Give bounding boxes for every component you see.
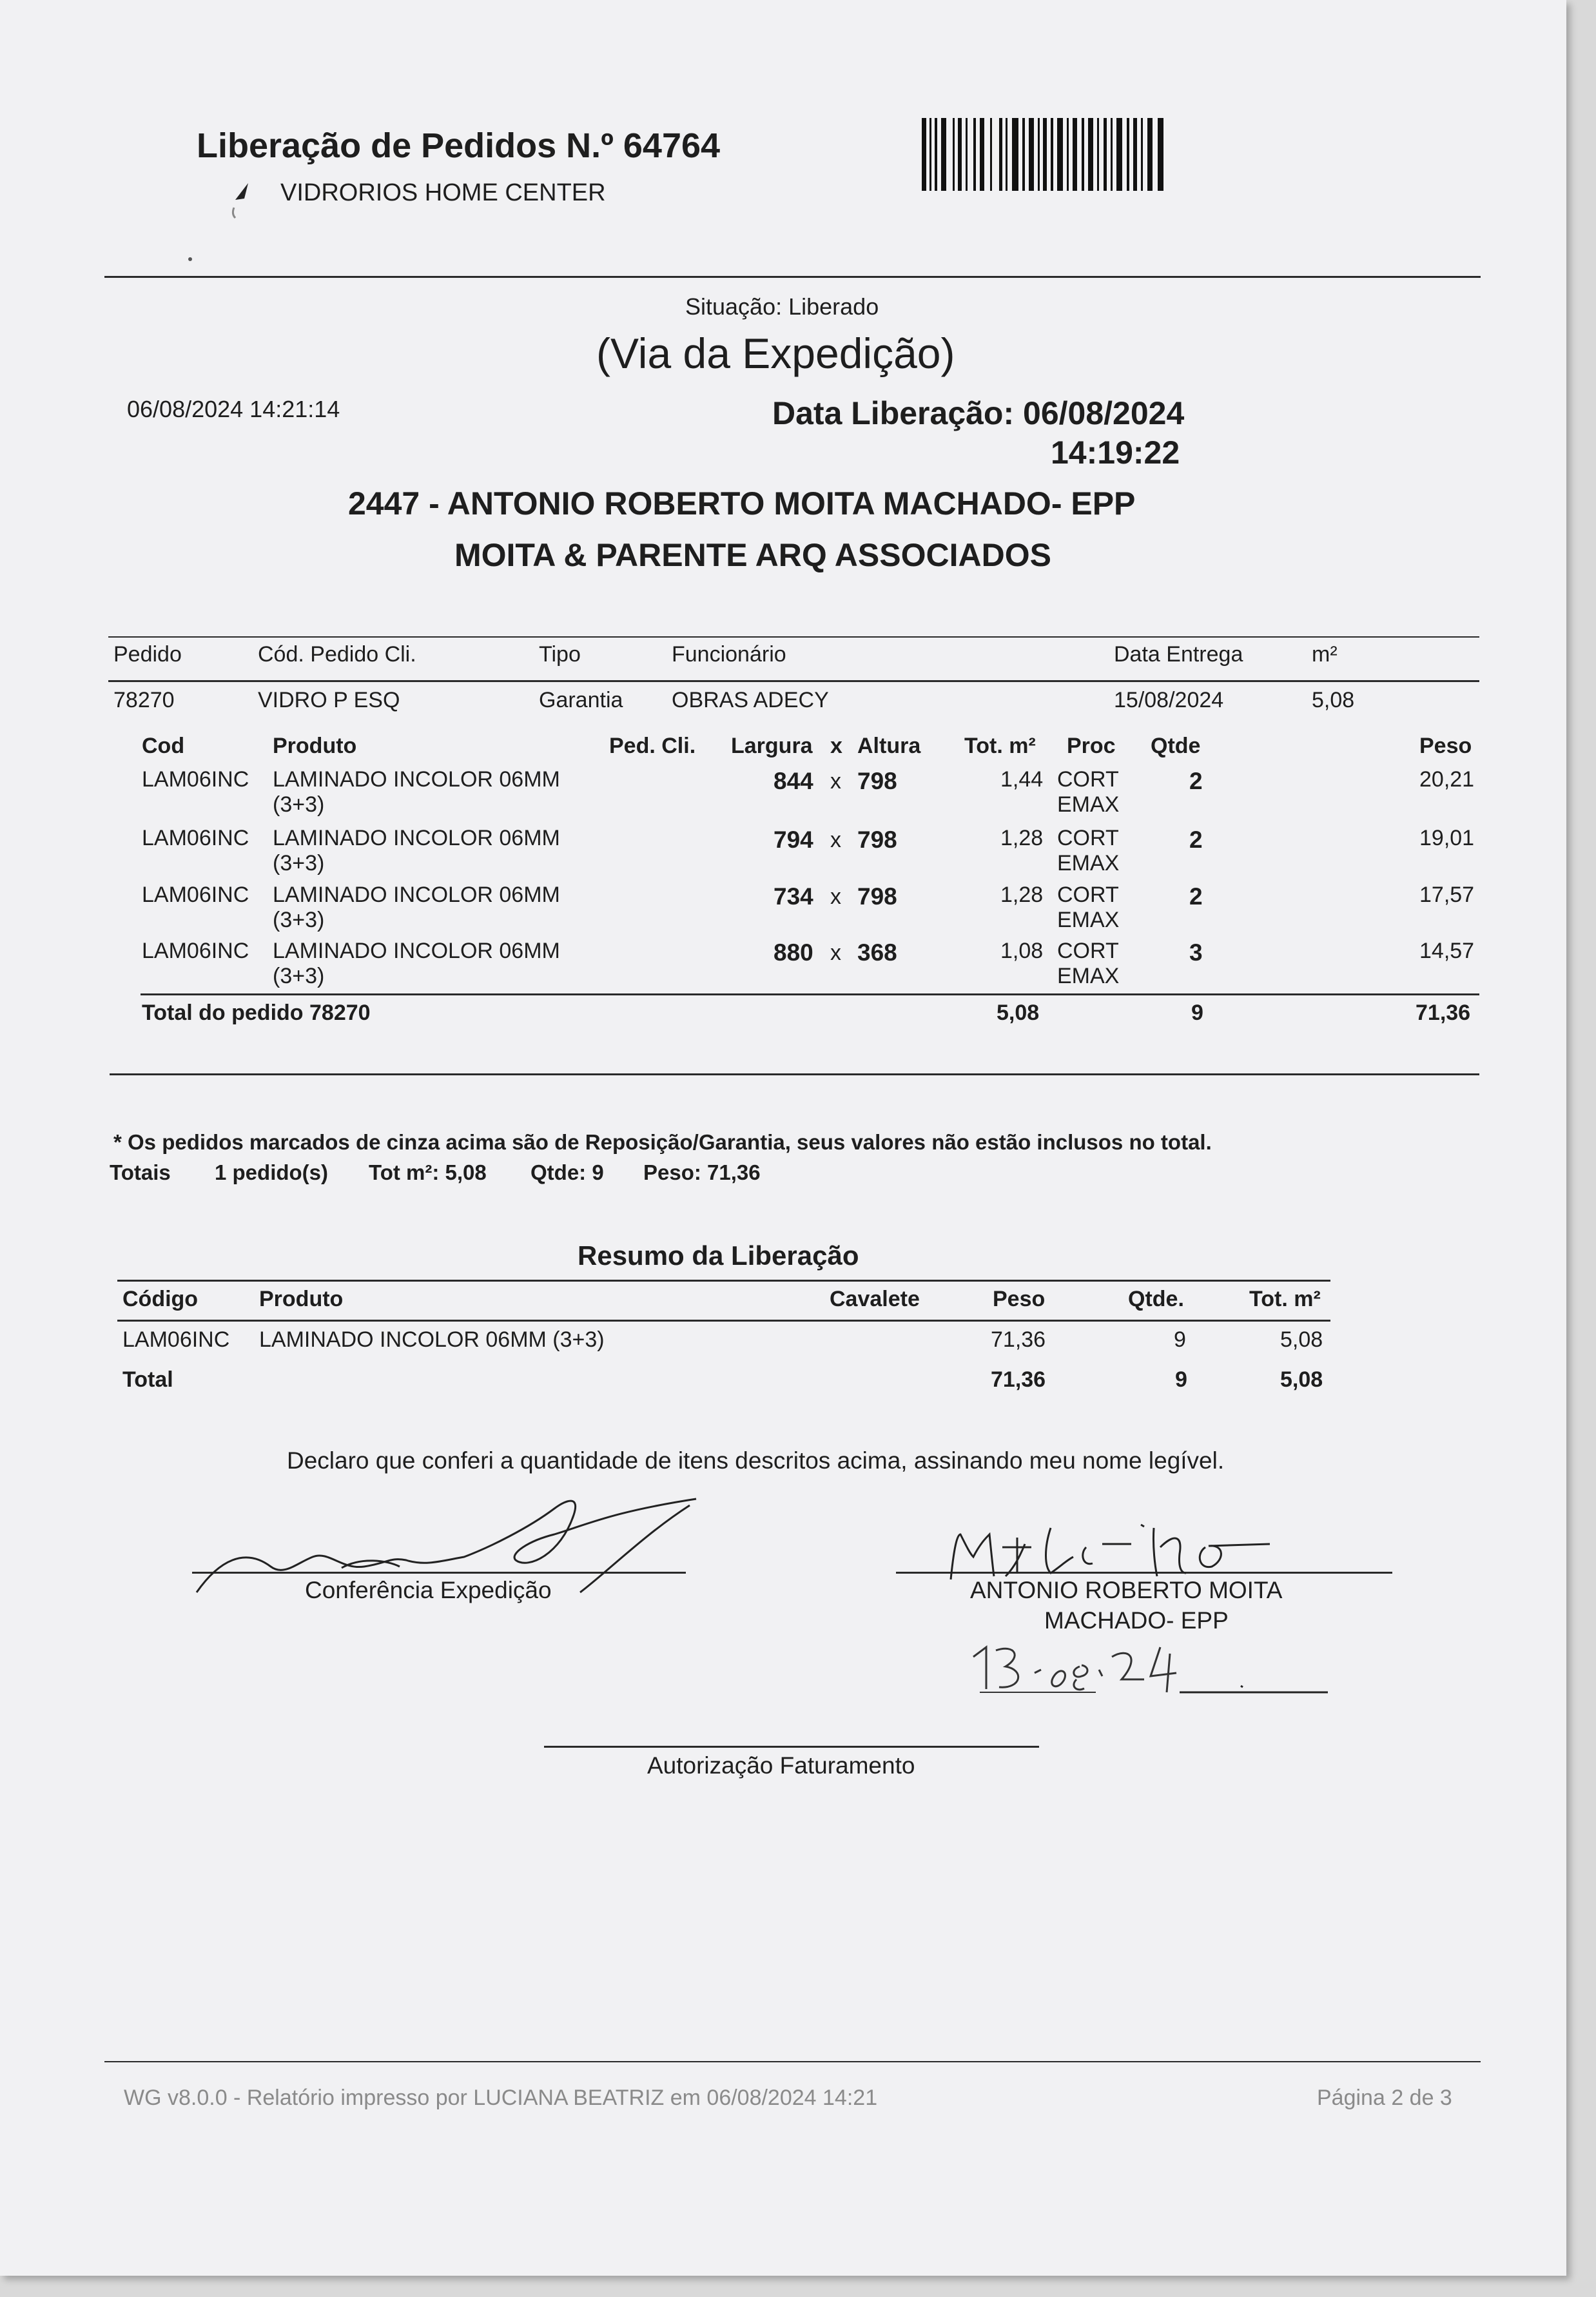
- item-peso: 20,21: [1419, 767, 1475, 792]
- order-header-m2: m²: [1312, 642, 1338, 667]
- summary-tot-m2: 5,08: [1280, 1327, 1323, 1352]
- client-name: 2447 - ANTONIO ROBERTO MOITA MACHADO- EPP: [348, 485, 1136, 522]
- item-x: x: [830, 885, 841, 909]
- totais-m2: Tot m²: 5,08: [369, 1160, 487, 1184]
- item-qtde: 3: [1189, 939, 1203, 966]
- summary-total-tot-m2: 5,08: [1280, 1367, 1323, 1392]
- totais-qtde: Qtde: 9: [530, 1160, 604, 1184]
- summary-produto: LAMINADO INCOLOR 06MM (3+3): [259, 1327, 605, 1352]
- summary-codigo: LAM06INC: [122, 1327, 230, 1352]
- items-header-x: x: [830, 734, 842, 758]
- summary-header-produto: Produto: [259, 1287, 344, 1311]
- item-proc-2: EMAX: [1057, 908, 1120, 932]
- order-tipo: Garantia: [539, 688, 623, 712]
- item-produto: LAMINADO INCOLOR 06MM: [273, 883, 560, 907]
- item-produto-spec: (3+3): [273, 792, 325, 817]
- item-altura: 798: [857, 883, 897, 910]
- item-cod: LAM06INC: [142, 939, 249, 963]
- item-proc-2: EMAX: [1057, 851, 1120, 875]
- arrow-mark-icon: [222, 182, 255, 227]
- item-produto: LAMINADO INCOLOR 06MM: [273, 939, 560, 963]
- order-funcionario: OBRAS ADECY: [672, 688, 829, 712]
- item-x: x: [830, 769, 841, 794]
- item-qtde: 2: [1189, 826, 1203, 853]
- item-proc: CORT: [1057, 883, 1119, 907]
- item-cod: LAM06INC: [142, 883, 249, 907]
- item-largura: 844: [774, 768, 813, 794]
- liberacao-time: 14:19:22: [1051, 435, 1180, 471]
- item-proc: CORT: [1057, 939, 1119, 963]
- item-x: x: [830, 941, 841, 965]
- item-produto-spec: (3+3): [273, 908, 325, 932]
- summary-header-peso: Peso: [993, 1287, 1046, 1311]
- order-m2: 5,08: [1312, 688, 1355, 712]
- item-produto-spec: (3+3): [273, 851, 325, 875]
- client-signature-label-1: ANTONIO ROBERTO MOITA: [970, 1577, 1283, 1603]
- order-total-peso: 71,36: [1416, 1001, 1471, 1025]
- company-name: VIDRORIOS HOME CENTER: [280, 179, 606, 206]
- order-header-funcionario: Funcionário: [672, 642, 786, 667]
- item-altura: 798: [857, 826, 897, 853]
- summary-header-tot-m2: Tot. m²: [1249, 1287, 1321, 1311]
- items-header-peso: Peso: [1419, 734, 1472, 758]
- client-signature-label-2: MACHADO- EPP: [1044, 1607, 1229, 1634]
- item-cod: LAM06INC: [142, 826, 249, 850]
- item-largura: 794: [774, 826, 813, 853]
- liberacao-date: Data Liberação: 06/08/2024: [772, 395, 1185, 431]
- items-header-largura: Largura: [731, 734, 813, 758]
- item-proc-2: EMAX: [1057, 964, 1120, 988]
- item-qtde: 2: [1189, 883, 1203, 910]
- print-datetime: 06/08/2024 14:21:14: [127, 396, 340, 422]
- item-altura: 368: [857, 939, 897, 966]
- order-total-qtde: 9: [1191, 1001, 1203, 1025]
- footer-report-info: WG v8.0.0 - Relatório impresso por LUCIANA BEATRIZ em 06/08/2024 14:21: [124, 2086, 878, 2110]
- order-header-data-entrega: Data Entrega: [1114, 642, 1243, 667]
- item-proc: CORT: [1057, 826, 1119, 850]
- item-tot-m2: 1,28: [1000, 883, 1044, 907]
- item-altura: 798: [857, 768, 897, 794]
- items-header-altura: Altura: [857, 734, 921, 758]
- items-header-qtde: Qtde: [1151, 734, 1201, 758]
- declaration-text: Declaro que conferi a quantidade de itens descritos acima, assinando meu nome legível.: [287, 1447, 1225, 1474]
- summary-title: Resumo da Liberação: [578, 1240, 859, 1271]
- item-proc: CORT: [1057, 767, 1119, 792]
- handwritten-signature-right: [948, 1509, 1283, 1586]
- item-tot-m2: 1,08: [1000, 939, 1044, 963]
- item-tot-m2: 1,44: [1000, 767, 1044, 792]
- order-data-entrega: 15/08/2024: [1114, 688, 1224, 712]
- summary-total-qtde: 9: [1175, 1367, 1187, 1392]
- order-header-pedido: Pedido: [113, 642, 182, 667]
- footer-page-number: Página 2 de 3: [1317, 2086, 1452, 2110]
- order-cod-cli: VIDRO P ESQ: [258, 688, 400, 712]
- summary-header-qtde: Qtde.: [1128, 1287, 1184, 1311]
- handwritten-date: [967, 1641, 1334, 1699]
- totais-label: Totais: [110, 1160, 171, 1184]
- items-header-produto: Produto: [273, 734, 357, 758]
- order-total-m2: 5,08: [997, 1001, 1040, 1025]
- authorization-label: Autorização Faturamento: [647, 1752, 915, 1779]
- items-header-proc: Proc: [1067, 734, 1116, 758]
- summary-total-label: Total: [122, 1367, 173, 1392]
- item-x: x: [830, 828, 841, 852]
- client-company: MOITA & PARENTE ARQ ASSOCIADOS: [454, 537, 1051, 573]
- summary-qtde: 9: [1174, 1327, 1186, 1352]
- order-header-tipo: Tipo: [539, 642, 581, 667]
- item-peso: 14,57: [1419, 939, 1475, 963]
- conferencia-label: Conferência Expedição: [305, 1577, 552, 1603]
- summary-total-peso: 71,36: [991, 1367, 1046, 1392]
- summary-header-cavalete: Cavalete: [830, 1287, 920, 1311]
- items-header-ped-cli: Ped. Cli.: [609, 734, 696, 758]
- item-largura: 734: [774, 883, 813, 910]
- order-total-label: Total do pedido 78270: [142, 1001, 371, 1025]
- totais-pedidos: 1 pedido(s): [215, 1160, 329, 1184]
- status-label: Situação: Liberado: [685, 293, 879, 320]
- item-produto-spec: (3+3): [273, 964, 325, 988]
- items-header-tot-m2: Tot. m²: [964, 734, 1036, 758]
- items-header-cod: Cod: [142, 734, 185, 758]
- item-proc-2: EMAX: [1057, 792, 1120, 817]
- item-cod: LAM06INC: [142, 767, 249, 792]
- item-peso: 19,01: [1419, 826, 1475, 850]
- order-pedido: 78270: [113, 688, 175, 712]
- item-qtde: 2: [1189, 768, 1203, 794]
- via-title: (Via da Expedição): [596, 329, 955, 377]
- reposicao-note: * Os pedidos marcados de cinza acima são de Reposição/Garantia, seus valores não estão inclusos no total.: [113, 1130, 1212, 1154]
- order-header-cod-cli: Cód. Pedido Cli.: [258, 642, 416, 667]
- document-title: Liberação de Pedidos N.º 64764: [197, 126, 721, 165]
- item-produto: LAMINADO INCOLOR 06MM: [273, 767, 560, 792]
- item-largura: 880: [774, 939, 813, 966]
- item-tot-m2: 1,28: [1000, 826, 1044, 850]
- item-produto: LAMINADO INCOLOR 06MM: [273, 826, 560, 850]
- barcode: [922, 118, 1163, 191]
- totais-peso: Peso: 71,36: [643, 1160, 761, 1184]
- summary-header-codigo: Código: [122, 1287, 199, 1311]
- summary-peso: 71,36: [991, 1327, 1046, 1352]
- item-peso: 17,57: [1419, 883, 1475, 907]
